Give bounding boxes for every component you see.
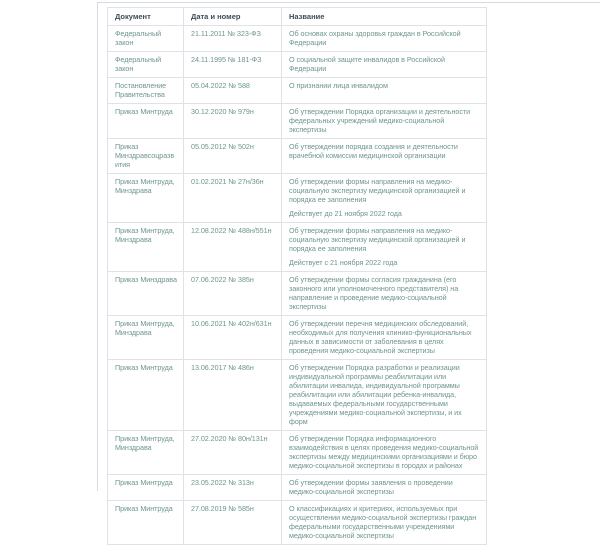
- document-type-cell: Приказ Минздравсоцразвития: [108, 139, 184, 174]
- column-header-document: Документ: [108, 8, 184, 26]
- document-title-text: Об утверждении формы согласия гражданина (его законного или уполномоченного представителя) на направление и проведение медико-социальной экспертизы: [289, 275, 459, 311]
- document-type-cell: Федеральный закон: [108, 26, 184, 52]
- title-cell: [282, 272, 487, 316]
- title-cell: [282, 475, 487, 501]
- table-row: [108, 316, 487, 360]
- date-number-cell: 05.05.2012 № 502н: [184, 139, 282, 174]
- document-type-cell: Приказ Минздрава: [108, 272, 184, 316]
- title-cell: [282, 431, 487, 475]
- table-header: [108, 8, 487, 26]
- table-row: [108, 431, 487, 475]
- document-title-text: О классификациях и критериях, используемых при осуществлении медико-социальной экспертизы граждан федеральными государственными учреждениями медико-социальной экспертизы: [289, 504, 477, 540]
- document-title-text: Об утверждении формы направления на медико-социальную экспертизу медицинской организацией и порядка ее заполнения: [289, 177, 466, 204]
- date-number-cell: 01.02.2021 № 27н/36н: [184, 174, 282, 223]
- column-header-date-number: Дата и номер: [184, 8, 282, 26]
- document-title-text: О признании лица инвалидом: [289, 81, 388, 90]
- column-header-title: Название: [282, 8, 487, 26]
- document-type-cell: Приказ Минтруда, Минздрава: [108, 316, 184, 360]
- table-row: [108, 174, 487, 223]
- title-cell: [282, 52, 487, 78]
- title-cell: [282, 501, 487, 545]
- document-type-cell: Приказ Минтруда, Минздрава: [108, 223, 184, 272]
- date-number-cell: 27.02.2020 № 80н/131н: [184, 431, 282, 475]
- title-cell: [282, 174, 487, 223]
- table-header-row: [108, 8, 487, 26]
- date-number-cell: 24.11.1995 № 181-ФЗ: [184, 52, 282, 78]
- date-number-cell: 23.05.2022 № 313н: [184, 475, 282, 501]
- document-type-cell: Приказ Минтруда: [108, 104, 184, 139]
- date-number-cell: 10.06.2021 № 402н/631н: [184, 316, 282, 360]
- title-cell: [282, 223, 487, 272]
- document-title-text: Об утверждении Порядка информационного взаимодействия в целях проведения медико-социальной экспертизы между медицинскими организациями и бюро медико-социальной экспертизы в городах и районах: [289, 434, 479, 470]
- documents-table: [107, 7, 487, 545]
- date-number-cell: 21.11.2011 № 323-ФЗ: [184, 26, 282, 52]
- date-number-cell: 07.06.2022 № 385н: [184, 272, 282, 316]
- document-type-cell: Приказ Минтруда, Минздрава: [108, 174, 184, 223]
- table-row: [108, 501, 487, 545]
- table-row: [108, 26, 487, 52]
- document-title-text: О социальной защите инвалидов в Российской Федерации: [289, 55, 445, 73]
- title-cell: [282, 360, 487, 431]
- document-title-text: Об утверждении порядка создания и деятельности врачебной комиссии медицинской организации: [289, 142, 458, 160]
- document-type-cell: Федеральный закон: [108, 52, 184, 78]
- document-type-cell: Приказ Минтруда, Минздрава: [108, 431, 184, 475]
- table-row: [108, 360, 487, 431]
- date-number-cell: 12.08.2022 № 488н/551н: [184, 223, 282, 272]
- title-cell: [282, 78, 487, 104]
- date-number-cell: 27.08.2019 № 585н: [184, 501, 282, 545]
- table-row: [108, 272, 487, 316]
- validity-note: Действует до 21 ноября 2022 года: [289, 209, 402, 218]
- document-title-text: Об утверждении формы заявления о проведении медико-социальной экспертизы: [289, 478, 453, 496]
- title-cell: [282, 139, 487, 174]
- table-row: [108, 78, 487, 104]
- document-title-text: Об утверждении Порядка организации и деятельности федеральных учреждений медико-социальной экспертизы: [289, 107, 471, 134]
- table-row: [108, 52, 487, 78]
- table-row: [108, 139, 487, 174]
- table-row: [108, 104, 487, 139]
- date-number-cell: 13.06.2017 № 486н: [184, 360, 282, 431]
- date-number-cell: 30.12.2020 № 979н: [184, 104, 282, 139]
- title-cell: [282, 26, 487, 52]
- document-type-cell: Приказ Минтруда: [108, 360, 184, 431]
- document-type-cell: Постановление Правительства: [108, 78, 184, 104]
- title-cell: [282, 104, 487, 139]
- document-title-text: Об утверждении перечня медицинских обследований, необходимых для получения клинико-функциональных данных в зависимости от заболевания в целях проведения медико-социальной экспертизы: [289, 319, 472, 355]
- document-type-cell: Приказ Минтруда: [108, 475, 184, 501]
- validity-note: Действует с 21 ноября 2022 года: [289, 258, 398, 267]
- date-number-cell: 05.04.2022 № 588: [184, 78, 282, 104]
- table-row: [108, 475, 487, 501]
- table-body: [108, 26, 487, 545]
- title-cell: [282, 316, 487, 360]
- table-row: [108, 223, 487, 272]
- document-title-text: Об основах охраны здоровья граждан в Российской Федерации: [289, 29, 461, 47]
- document-type-cell: Приказ Минтруда: [108, 501, 184, 545]
- document-title-text: Об утверждении формы направления на медико-социальную экспертизу медицинской организацией и порядка ее заполнения: [289, 226, 466, 253]
- document-title-text: Об утверждении Порядка разработки и реализации индивидуальной программы реабилитации или абилитации инвалида, индивидуальной программы реабилитации или абилитации ребенка-инвалида, выдаваемых федеральными государственными учреждениями медико-социальной экспертизы, и их форм: [289, 363, 462, 426]
